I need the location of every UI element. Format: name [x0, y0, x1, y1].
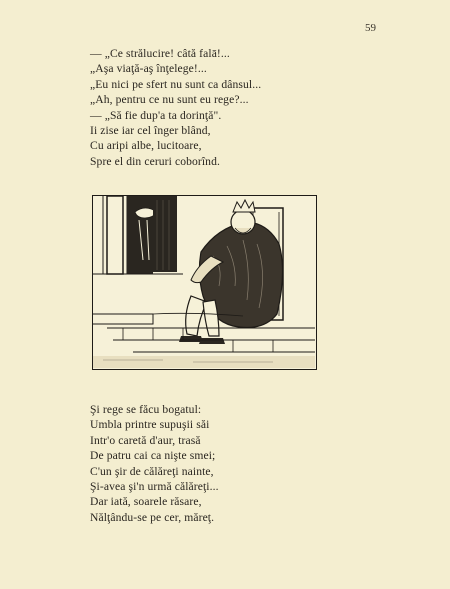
verse-line: „Eu nici pe sfert nu sunt ca dânsul... [90, 77, 262, 91]
verse-line: Dar iată, soarele răsare, [90, 495, 202, 509]
verse-line: Spre el din ceruri coborînd. [90, 154, 220, 168]
verse-line: — „Ce strălucire! câtă falā!... [90, 47, 230, 60]
verse-line: „Aşa viaţă-aş înţelege!... [90, 62, 207, 76]
verse-line: Cu aripi albe, lucitoare, [90, 139, 202, 153]
king-on-throne-illustration [92, 195, 317, 370]
verse-line: „Ah, pentru ce nu sunt eu rege?... [90, 93, 249, 107]
verse-line: Şi-avea şi'n urmă călăreţi... [90, 480, 219, 494]
page-number: 59 [365, 22, 376, 34]
verse-line: — „Să fie dup'a ta dorinţă". [90, 108, 222, 122]
verse-line: Şi rege se făcu bogatul: [90, 403, 202, 416]
verse-line: De patru cai ca nişte smei; [90, 449, 216, 463]
verse-line: C'un şir de călăreţi nainte, [90, 464, 214, 478]
verse-line: Umbla printre supuşii săi [90, 418, 210, 432]
verse-line: Intr'o caretă d'aur, trasă [90, 433, 201, 447]
bottom-stanza [90, 402, 219, 525]
top-stanza [90, 46, 261, 169]
verse-line: Ii zise iar cel înger blând, [90, 124, 211, 138]
verse-line: Nălţându-se pe cer, măreţ. [90, 510, 215, 524]
